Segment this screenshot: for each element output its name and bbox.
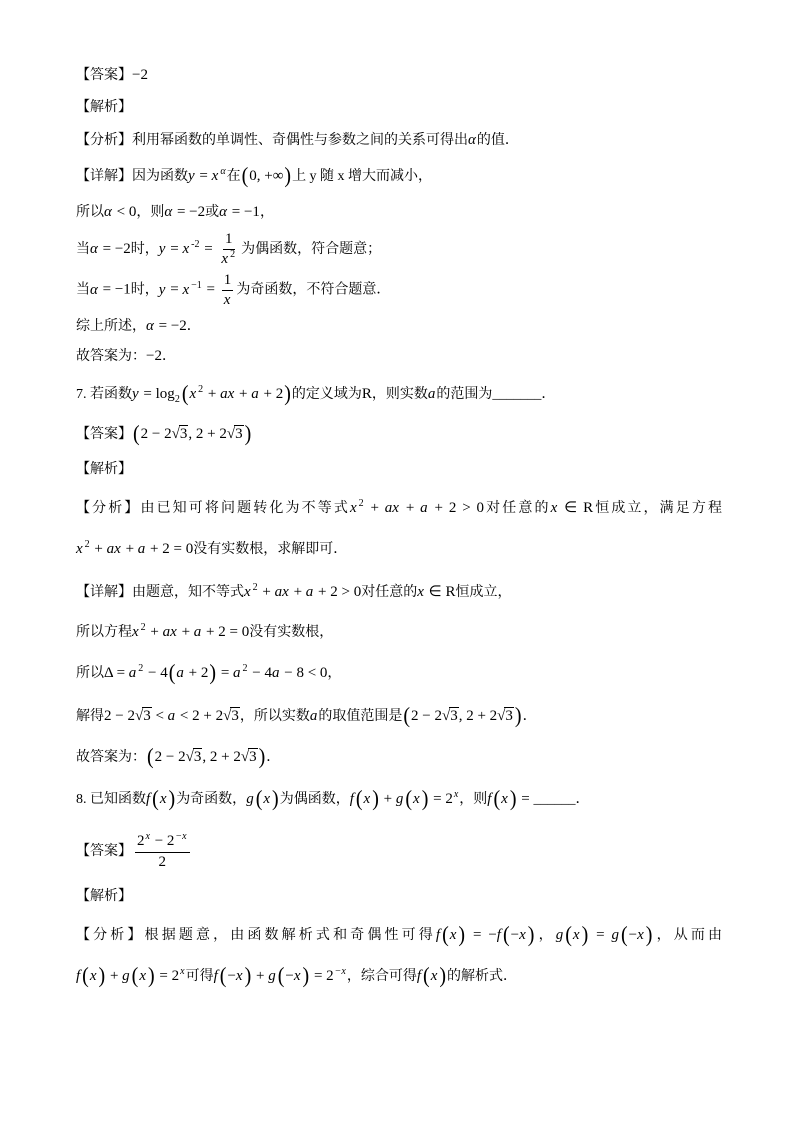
- parenthesis: ): [284, 381, 291, 407]
- text-run: 为偶函数，符合题意；: [241, 242, 382, 258]
- math-variable: x: [263, 791, 271, 807]
- math-variable: a: [251, 386, 259, 402]
- math-text: = −1: [98, 281, 131, 298]
- radicand: 3: [179, 426, 188, 442]
- q8-line-1: [76, 786, 590, 812]
- math-text: + 2 > 0: [314, 584, 362, 600]
- math-text: +: [379, 791, 396, 807]
- parenthesis: ): [581, 922, 589, 948]
- math-text: = log: [139, 386, 175, 402]
- superscript: 2: [252, 582, 258, 593]
- math-text: =: [202, 281, 219, 298]
- math-variable: α: [146, 318, 154, 334]
- parenthesis: ): [98, 963, 106, 989]
- math-variable: α: [219, 204, 228, 220]
- math-variable: y: [158, 281, 166, 298]
- math-text: , 2 + 2√: [202, 749, 250, 765]
- text-run: 【解析】: [76, 462, 132, 477]
- math-variable: g: [395, 791, 404, 807]
- math-variable: a: [193, 624, 202, 640]
- parenthesis: (: [442, 922, 449, 948]
- math-text: 2 − 2√: [154, 749, 194, 765]
- q7-line-5: [76, 539, 347, 561]
- math-variable: x: [244, 584, 251, 600]
- fraction-numerator: [223, 231, 235, 250]
- q7-line-10: [76, 744, 281, 770]
- superscript: x: [145, 831, 150, 842]
- math-variable: a: [137, 541, 146, 557]
- math-variable: ax: [220, 386, 235, 402]
- text-run: 时，: [130, 242, 159, 258]
- q7-line-3: [76, 460, 132, 480]
- text-run: 的定义域为: [291, 387, 362, 402]
- math-text: − 4: [248, 665, 272, 681]
- text-run: 没有实数根，求解即可．: [193, 542, 348, 557]
- parenthesis: ): [244, 963, 252, 989]
- math-text: + 2 = 0: [202, 624, 250, 640]
- math-variable: f: [416, 968, 422, 984]
- math-text: +: [252, 968, 269, 984]
- math-variable: g: [611, 927, 619, 943]
- math-variable: a: [272, 665, 280, 681]
- math-variable: x: [363, 791, 371, 807]
- math-variable: x: [572, 927, 580, 943]
- math-text: 1: [225, 231, 233, 247]
- math-text: =: [200, 241, 217, 258]
- math-variable: x: [182, 281, 190, 298]
- q6-solution-line-7: [76, 272, 390, 309]
- math-variable: x: [637, 927, 644, 943]
- parenthesis: ): [302, 963, 310, 989]
- parenthesis: ): [244, 421, 252, 447]
- math-text: +: [106, 968, 123, 984]
- math-variable: α: [468, 132, 476, 148]
- text-run: ，则实数: [371, 387, 428, 402]
- math-variable: x: [89, 968, 97, 984]
- math-text: =: [217, 665, 234, 681]
- math-variable: ax: [106, 541, 121, 557]
- math-text: +: [121, 541, 138, 557]
- math-variable: ax: [384, 500, 399, 516]
- fraction-numerator: [135, 833, 190, 853]
- text-run: 【详解】由题意，知不等式: [76, 585, 244, 600]
- superscript: 2: [358, 498, 364, 509]
- text-run: 7. 若函数: [76, 387, 132, 402]
- q7-line-1: [76, 381, 556, 407]
- text-run: 综上所述，: [76, 319, 146, 334]
- math-variable: x: [235, 968, 243, 984]
- math-variable: x: [211, 168, 219, 184]
- text-run: 当: [76, 282, 90, 298]
- math-variable: x: [76, 541, 83, 557]
- math-text: 0, +∞: [249, 168, 284, 184]
- q8-line-3: [76, 887, 132, 907]
- text-run: ，则: [459, 792, 488, 807]
- text-run: 【答案】: [76, 68, 132, 83]
- text-run: ，: [259, 205, 274, 220]
- radicand: 3: [249, 749, 257, 765]
- math-variable: a: [176, 665, 184, 681]
- q8-line-2: [76, 833, 193, 871]
- text-run: ，则: [136, 205, 165, 220]
- math-text: + 2: [184, 665, 209, 681]
- text-run: 所以: [76, 666, 104, 681]
- text-run: 恒成立，满足方程: [593, 501, 723, 516]
- radicand: 3: [235, 426, 243, 442]
- parenthesis: (: [405, 786, 413, 812]
- text-run: 当: [76, 242, 90, 258]
- math-variable: x: [449, 927, 457, 943]
- text-run: ，: [535, 928, 556, 943]
- text-run: 在: [226, 169, 241, 184]
- math-variable: α: [90, 281, 98, 298]
- math-variable: a: [233, 665, 241, 681]
- math-text: +: [258, 584, 275, 600]
- superscript: −1: [191, 279, 202, 291]
- text-run: 对任意的: [484, 501, 551, 516]
- math-variable: x: [349, 500, 357, 516]
- parenthesis: (: [565, 922, 572, 948]
- math-variable: y: [158, 241, 166, 258]
- text-run: 【分析】由已知可将问题转化为不等式: [76, 501, 350, 516]
- text-run: 的值．: [476, 133, 519, 148]
- math-variable: f: [496, 927, 501, 943]
- q6-solution-line-4: [76, 163, 433, 189]
- math-variable: y: [188, 168, 195, 184]
- parenthesis: ): [645, 922, 653, 948]
- math-text: < 2 + 2√: [176, 708, 232, 724]
- text-run: 【详解】因为函数: [76, 169, 188, 184]
- fraction-denominator: [222, 291, 234, 309]
- text-run: 【答案】: [76, 844, 132, 860]
- math-text: −2: [132, 67, 148, 83]
- text-run: ，: [327, 666, 342, 681]
- parenthesis: ): [527, 922, 535, 948]
- math-variable: x: [413, 791, 420, 807]
- math-variable: g: [122, 968, 130, 984]
- radicand: 3: [505, 708, 513, 724]
- math-variable: ax: [162, 624, 177, 640]
- math-text: +: [235, 386, 252, 402]
- subscript: 2: [174, 393, 180, 405]
- math-variable: x: [417, 584, 424, 600]
- math-text: ∈ R: [558, 500, 594, 516]
- math-variable: x: [501, 791, 508, 807]
- parenthesis: (: [241, 163, 249, 189]
- parenthesis: ): [148, 963, 155, 989]
- math-text: = −2: [154, 318, 187, 334]
- parenthesis: (: [403, 703, 410, 729]
- math-variable: x: [132, 624, 139, 640]
- text-run: 的范围为_______．: [436, 387, 556, 402]
- math-text: −2: [146, 348, 162, 364]
- math-variable: g: [555, 927, 564, 943]
- radicand: 3: [193, 749, 202, 765]
- math-text: 2 − 2√: [411, 708, 451, 724]
- fraction-numerator: [222, 272, 234, 291]
- parenthesis: ): [258, 744, 266, 770]
- fraction-denominator: [219, 250, 238, 269]
- math-variable: α: [104, 204, 112, 220]
- superscript: 2: [230, 249, 236, 260]
- math-variable: x: [430, 968, 438, 984]
- parenthesis: ): [514, 703, 522, 729]
- parenthesis: (: [255, 786, 263, 812]
- text-run: 故答案为：: [76, 750, 146, 765]
- math-variable: ax: [274, 584, 289, 600]
- math-variable: a: [309, 708, 318, 724]
- math-text: =: [589, 927, 612, 943]
- math-text: =: [166, 281, 183, 298]
- parenthesis: (: [493, 786, 501, 812]
- text-run: 【解析】: [76, 100, 132, 115]
- math-variable: x: [189, 386, 197, 402]
- parenthesis: ): [284, 163, 292, 189]
- text-run: ．: [161, 349, 176, 364]
- parenthesis: ): [509, 786, 517, 812]
- q6-solution-line-1: [76, 65, 148, 86]
- text-run: ．: [186, 319, 201, 334]
- math-text: −: [510, 927, 520, 943]
- text-run: 【分析】根据题意，由函数解析式和奇偶性可得: [76, 928, 436, 943]
- text-run: ，综合可得: [346, 969, 417, 984]
- math-variable: x: [221, 251, 229, 267]
- math-text: = 2: [429, 791, 453, 807]
- parenthesis: (: [277, 963, 285, 989]
- superscript: 2: [84, 539, 90, 550]
- fraction-denominator: [157, 853, 169, 871]
- fraction: [135, 833, 190, 871]
- text-run: 时，: [130, 282, 159, 298]
- math-text: =: [517, 791, 534, 807]
- text-run: 解得: [76, 709, 104, 724]
- q6-solution-line-8: [76, 316, 201, 337]
- math-text: +: [289, 584, 306, 600]
- parenthesis: ): [421, 786, 429, 812]
- math-text: ∈ R: [424, 584, 456, 600]
- q6-solution-line-2: [76, 98, 132, 118]
- superscript: −x: [175, 831, 187, 842]
- parenthesis: (: [168, 660, 176, 686]
- math-variable: x: [182, 241, 190, 258]
- math-text: 2: [158, 854, 167, 870]
- math-text: −: [227, 968, 236, 984]
- text-run: 8. 已知函数: [76, 792, 146, 807]
- parenthesis: (: [131, 963, 139, 989]
- math-text: +: [204, 386, 221, 402]
- text-run: 恒成立，: [455, 585, 512, 600]
- radicand: 3: [450, 708, 458, 724]
- superscript: 2: [138, 663, 144, 674]
- text-run: ．: [266, 750, 281, 765]
- math-text: +: [90, 541, 107, 557]
- text-run: 的取值范围是: [318, 709, 403, 724]
- math-text: 2 − 2√: [140, 426, 180, 442]
- superscript: −x: [334, 966, 346, 977]
- math-text: =: [195, 168, 212, 184]
- q6-solution-line-6: [76, 231, 381, 269]
- text-run: 所以: [76, 205, 104, 220]
- math-text: = −2: [173, 204, 206, 220]
- parenthesis: (: [355, 786, 363, 812]
- superscript: 2: [198, 384, 204, 395]
- math-text: 2: [137, 833, 145, 849]
- parenthesis: ): [168, 786, 176, 812]
- parenthesis: (: [181, 381, 189, 407]
- math-text: +: [399, 500, 421, 516]
- q8-line-4: [76, 922, 723, 948]
- math-variable: a: [128, 665, 137, 681]
- text-run: ______．: [533, 792, 590, 807]
- math-text: Δ =: [104, 665, 129, 681]
- parenthesis: (: [502, 922, 510, 948]
- superscript: x: [180, 966, 185, 977]
- math-variable: x: [223, 292, 231, 308]
- q7-line-4: [76, 498, 722, 520]
- math-variable: x: [550, 500, 558, 516]
- math-text: = 2: [155, 968, 180, 984]
- math-variable: α: [164, 204, 173, 220]
- math-text: <: [151, 708, 168, 724]
- parenthesis: ): [372, 786, 379, 812]
- text-run: 为奇函数，: [176, 792, 247, 807]
- math-text: < 0: [112, 204, 137, 220]
- text-run: 为奇函数，不符合题意．: [236, 282, 391, 298]
- math-variable: a: [305, 584, 314, 600]
- math-text: =: [166, 241, 183, 258]
- math-variable: f: [349, 791, 354, 807]
- math-variable: a: [167, 708, 176, 724]
- math-text: − 8 < 0: [280, 665, 328, 681]
- parenthesis: ): [458, 922, 466, 948]
- math-variable: a: [420, 500, 428, 516]
- q7-line-7: [76, 622, 333, 644]
- parenthesis: (: [152, 786, 159, 812]
- math-variable: f: [213, 968, 218, 984]
- radicand: 3: [143, 708, 151, 724]
- text-run: 可得: [185, 969, 214, 984]
- math-text: −: [628, 927, 638, 943]
- text-run: 故答案为：: [76, 349, 146, 364]
- parenthesis: (: [423, 963, 430, 989]
- math-variable: x: [159, 791, 167, 807]
- parenthesis: ): [439, 963, 447, 989]
- text-run: 【答案】: [76, 427, 132, 442]
- text-run: 【解析】: [76, 889, 132, 904]
- parenthesis: (: [620, 922, 628, 948]
- math-variable: f: [146, 791, 151, 807]
- math-text: −: [285, 968, 294, 984]
- superscript: α: [220, 166, 226, 177]
- math-variable: y: [132, 386, 139, 402]
- q6-solution-line-3: [76, 130, 519, 151]
- superscript: -2: [191, 239, 200, 251]
- math-text: = 2: [310, 968, 334, 984]
- superscript: 2: [242, 663, 248, 674]
- q7-line-8: [76, 660, 342, 686]
- math-variable: f: [435, 927, 441, 943]
- math-variable: α: [90, 241, 98, 258]
- fraction: [222, 272, 234, 309]
- math-variable: f: [487, 791, 492, 807]
- math-text: = −2: [98, 241, 131, 258]
- math-text: − 4: [144, 665, 168, 681]
- q8-line-5: [76, 963, 518, 989]
- text-run: 所以方程: [76, 625, 132, 640]
- math-variable: a: [427, 386, 436, 402]
- math-text: + 2 = 0: [146, 541, 194, 557]
- parenthesis: (: [219, 963, 227, 989]
- math-variable: x: [293, 968, 301, 984]
- q6-solution-line-9: [76, 346, 176, 367]
- text-run: 没有实数根，: [249, 625, 334, 640]
- parenthesis: (: [82, 963, 89, 989]
- math-text: R: [361, 386, 372, 402]
- math-text: + 2: [259, 386, 284, 402]
- superscript: x: [453, 789, 459, 800]
- text-run: 的解析式．: [447, 969, 518, 984]
- text-run: ，从而由: [653, 928, 723, 943]
- math-text: +: [146, 624, 163, 640]
- math-text: +: [177, 624, 194, 640]
- math-text: = −: [466, 927, 497, 943]
- math-text: 1: [223, 272, 232, 288]
- parenthesis: ): [209, 660, 217, 686]
- math-text: +: [364, 500, 385, 516]
- q7-line-6: [76, 582, 511, 604]
- math-variable: x: [139, 968, 146, 984]
- math-variable: g: [268, 968, 276, 984]
- text-run: 对任意的: [361, 585, 418, 600]
- q7-line-2: [76, 421, 252, 447]
- fraction: [219, 231, 238, 269]
- text-run: 上 y 随 x 增大而减小，: [292, 169, 433, 184]
- text-run: 【分析】利用幂函数的单调性、奇偶性与参数之间的关系可得出: [76, 133, 468, 148]
- text-run: 或: [205, 205, 220, 220]
- math-variable: x: [519, 927, 526, 943]
- math-text: , 2 + 2√: [458, 708, 506, 724]
- text-run: ．: [522, 709, 537, 724]
- math-text: + 2 > 0: [428, 500, 485, 516]
- text-run: ，所以实数: [239, 709, 310, 724]
- parenthesis: (: [133, 421, 140, 447]
- q7-line-9: [76, 703, 537, 729]
- superscript: 2: [140, 622, 146, 633]
- radicand: 3: [231, 708, 239, 724]
- parenthesis: (: [147, 744, 154, 770]
- math-text: − 2: [150, 833, 175, 849]
- math-text: 2 − 2√: [104, 708, 144, 724]
- q6-solution-line-5: [76, 202, 274, 223]
- math-text: , 2 + 2√: [188, 426, 236, 442]
- parenthesis: ): [272, 786, 279, 812]
- math-variable: f: [76, 968, 81, 984]
- math-variable: g: [246, 791, 254, 807]
- text-run: 为偶函数，: [279, 792, 350, 807]
- math-text: = −1: [228, 204, 260, 220]
